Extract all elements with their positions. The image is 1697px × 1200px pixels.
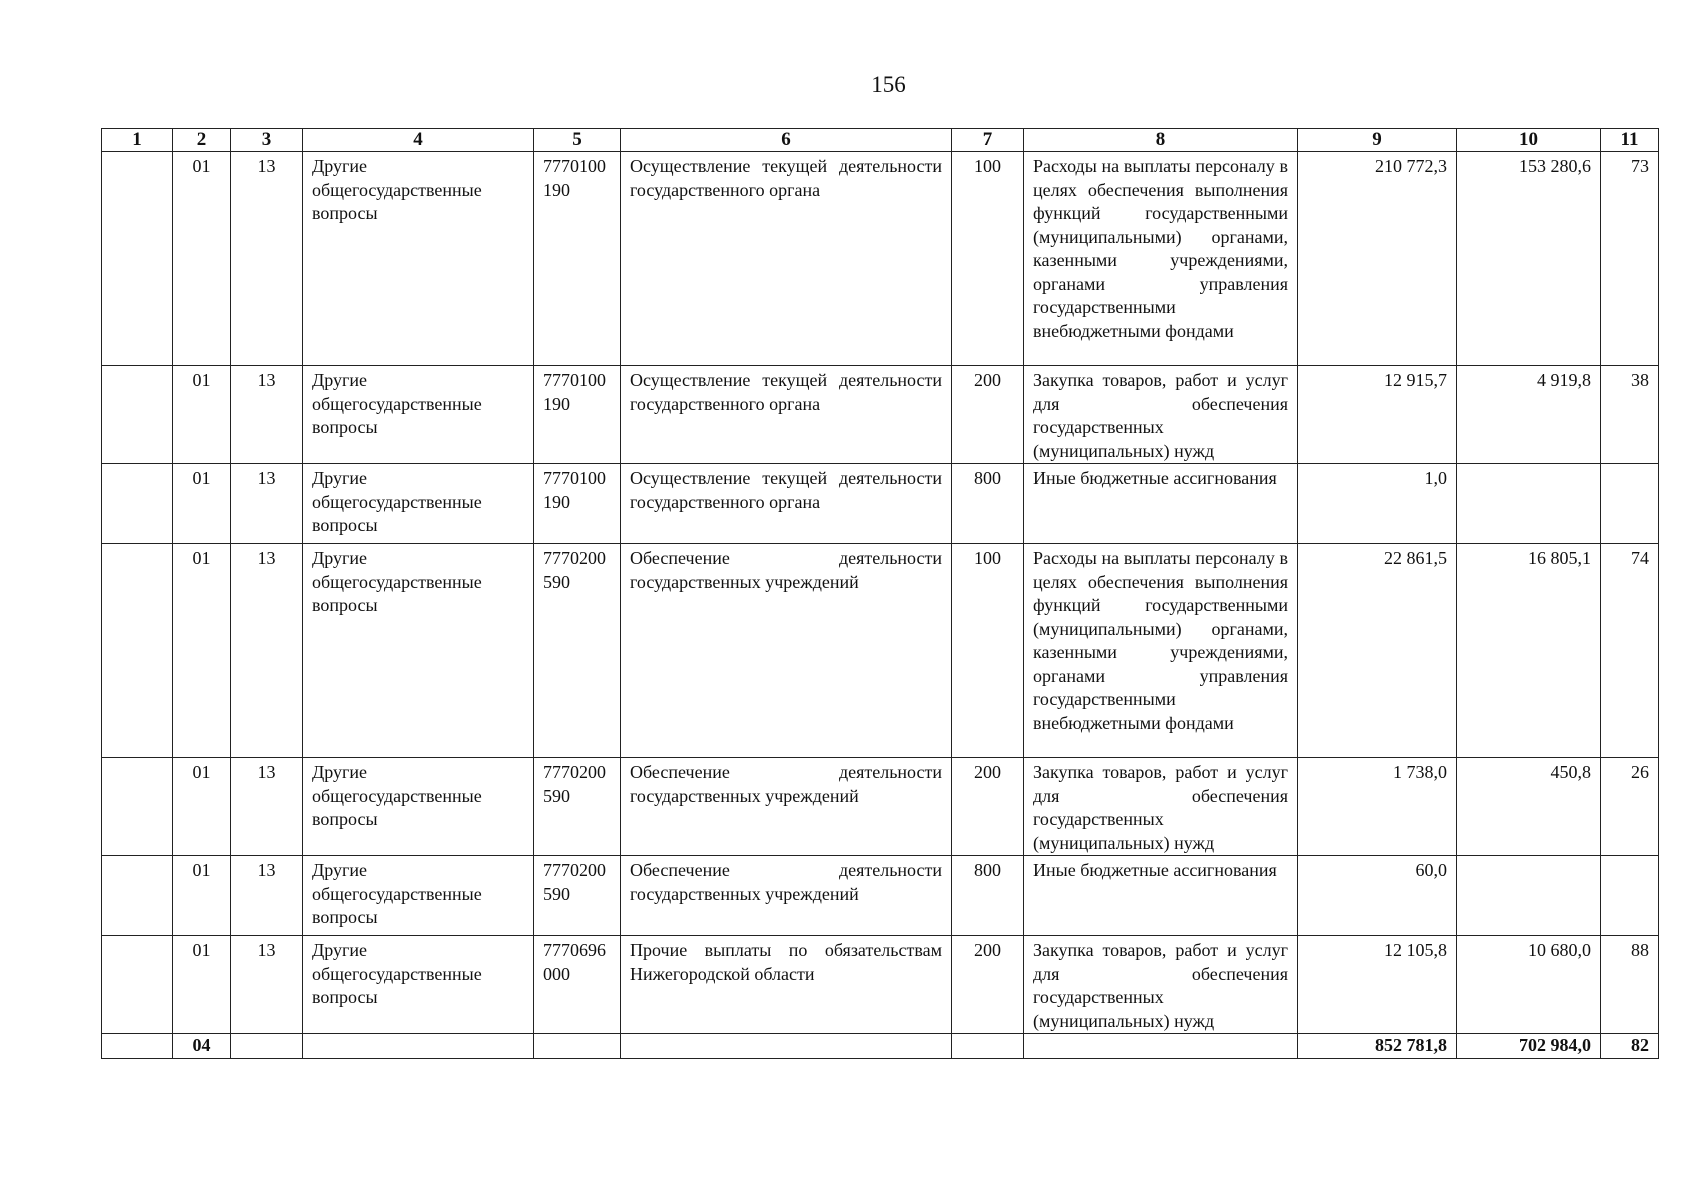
execution-percent — [1601, 856, 1659, 936]
cell-empty — [102, 936, 173, 1034]
subsection-code: 13 — [231, 464, 303, 544]
target-article-code: 7770200590 — [534, 544, 621, 758]
table-row — [102, 152, 1659, 366]
target-article-name: Осуществление текущей деятельности государственного органа — [621, 366, 952, 464]
executed-amount: 153 280,6 — [1457, 152, 1601, 366]
cell-empty — [534, 1034, 621, 1059]
cell-empty — [102, 758, 173, 856]
budget-table — [101, 128, 1659, 1059]
table-row — [102, 856, 1659, 936]
expense-type-code: 200 — [952, 366, 1024, 464]
header-row — [102, 129, 1659, 152]
target-article-name: Обеспечение деятельности государственных учреждений — [621, 758, 952, 856]
subsection-name: Другие общегосударственные вопросы — [303, 464, 534, 544]
total-execution-percent: 82 — [1601, 1034, 1659, 1059]
column-header-1: 1 — [102, 129, 173, 152]
table-row — [102, 366, 1659, 464]
cell-empty — [303, 1034, 534, 1059]
approved-amount: 1 738,0 — [1298, 758, 1457, 856]
expense-type-name: Закупка товаров, работ и услуг для обеспечения государственных (муниципальных) нужд — [1024, 758, 1298, 856]
column-header-5: 5 — [534, 129, 621, 152]
subsection-name: Другие общегосударственные вопросы — [303, 936, 534, 1034]
section-code: 01 — [173, 758, 231, 856]
column-header-8: 8 — [1024, 129, 1298, 152]
column-header-3: 3 — [231, 129, 303, 152]
target-article-name: Обеспечение деятельности государственных учреждений — [621, 856, 952, 936]
section-code: 01 — [173, 152, 231, 366]
executed-amount: 4 919,8 — [1457, 366, 1601, 464]
target-article-code: 7770100190 — [534, 152, 621, 366]
column-header-2: 2 — [173, 129, 231, 152]
executed-amount — [1457, 464, 1601, 544]
target-article-name: Осуществление текущей деятельности государственного органа — [621, 152, 952, 366]
table-row — [102, 544, 1659, 758]
subsection-code: 13 — [231, 936, 303, 1034]
approved-amount: 22 861,5 — [1298, 544, 1457, 758]
cell-empty — [102, 464, 173, 544]
column-header-4: 4 — [303, 129, 534, 152]
cell-empty — [102, 152, 173, 366]
expense-type-code: 100 — [952, 544, 1024, 758]
cell-empty — [102, 544, 173, 758]
approved-amount: 12 915,7 — [1298, 366, 1457, 464]
subsection-name: Другие общегосударственные вопросы — [303, 152, 534, 366]
table-row — [102, 936, 1659, 1034]
expense-type-name: Иные бюджетные ассигнования — [1024, 856, 1298, 936]
cell-empty — [231, 1034, 303, 1059]
expense-type-name: Расходы на выплаты персоналу в целях обеспечения выполнения функций государственными (муниципальными) органами, казенными учреждениями, органами управления государственными внебюджетными фондами — [1024, 152, 1298, 366]
target-article-name: Прочие выплаты по обязательствам Нижегородской области — [621, 936, 952, 1034]
expense-type-name: Закупка товаров, работ и услуг для обеспечения государственных (муниципальных) нужд — [1024, 936, 1298, 1034]
expense-type-code: 100 — [952, 152, 1024, 366]
expense-type-code: 200 — [952, 936, 1024, 1034]
subsection-code: 13 — [231, 856, 303, 936]
section-code: 01 — [173, 544, 231, 758]
subsection-code: 13 — [231, 366, 303, 464]
total-approved-amount: 852 781,8 — [1298, 1034, 1457, 1059]
expense-type-code: 800 — [952, 464, 1024, 544]
expense-type-code: 800 — [952, 856, 1024, 936]
section-code: 01 — [173, 464, 231, 544]
column-header-7: 7 — [952, 129, 1024, 152]
expense-type-name: Закупка товаров, работ и услуг для обеспечения государственных (муниципальных) нужд — [1024, 366, 1298, 464]
page-number: 156 — [871, 72, 906, 97]
section-code: 01 — [173, 936, 231, 1034]
executed-amount: 16 805,1 — [1457, 544, 1601, 758]
column-header-6: 6 — [621, 129, 952, 152]
subsection-name: Другие общегосударственные вопросы — [303, 544, 534, 758]
approved-amount: 210 772,3 — [1298, 152, 1457, 366]
target-article-name: Обеспечение деятельности государственных учреждений — [621, 544, 952, 758]
execution-percent: 88 — [1601, 936, 1659, 1034]
subsection-name: Другие общегосударственные вопросы — [303, 856, 534, 936]
execution-percent — [1601, 464, 1659, 544]
expense-type-name: Расходы на выплаты персоналу в целях обеспечения выполнения функций государственными (муниципальными) органами, казенными учреждениями, органами управления государственными внебюджетными фондами — [1024, 544, 1298, 758]
column-header-11: 11 — [1601, 129, 1659, 152]
cell-empty — [1024, 1034, 1298, 1059]
cell-empty — [952, 1034, 1024, 1059]
executed-amount: 450,8 — [1457, 758, 1601, 856]
target-article-code: 7770100190 — [534, 464, 621, 544]
approved-amount: 60,0 — [1298, 856, 1457, 936]
subsection-name: Другие общегосударственные вопросы — [303, 758, 534, 856]
cell-empty — [102, 856, 173, 936]
column-header-10: 10 — [1457, 129, 1601, 152]
subsection-name: Другие общегосударственные вопросы — [303, 366, 534, 464]
executed-amount: 10 680,0 — [1457, 936, 1601, 1034]
column-header-9: 9 — [1298, 129, 1457, 152]
execution-percent: 74 — [1601, 544, 1659, 758]
execution-percent: 38 — [1601, 366, 1659, 464]
total-executed-amount: 702 984,0 — [1457, 1034, 1601, 1059]
total-section-code: 04 — [173, 1034, 231, 1059]
table-row — [102, 758, 1659, 856]
expense-type-name: Иные бюджетные ассигнования — [1024, 464, 1298, 544]
section-code: 01 — [173, 856, 231, 936]
subsection-code: 13 — [231, 152, 303, 366]
table-row — [102, 464, 1659, 544]
cell-empty — [621, 1034, 952, 1059]
approved-amount: 12 105,8 — [1298, 936, 1457, 1034]
subsection-code: 13 — [231, 544, 303, 758]
execution-percent: 26 — [1601, 758, 1659, 856]
cell-empty — [102, 1034, 173, 1059]
target-article-name: Осуществление текущей деятельности государственного органа — [621, 464, 952, 544]
target-article-code: 7770100190 — [534, 366, 621, 464]
expense-type-code: 200 — [952, 758, 1024, 856]
total-row — [102, 1034, 1659, 1059]
target-article-code: 7770696000 — [534, 936, 621, 1034]
approved-amount: 1,0 — [1298, 464, 1457, 544]
target-article-code: 7770200590 — [534, 856, 621, 936]
execution-percent: 73 — [1601, 152, 1659, 366]
section-code: 01 — [173, 366, 231, 464]
target-article-code: 7770200590 — [534, 758, 621, 856]
executed-amount — [1457, 856, 1601, 936]
cell-empty — [102, 366, 173, 464]
subsection-code: 13 — [231, 758, 303, 856]
